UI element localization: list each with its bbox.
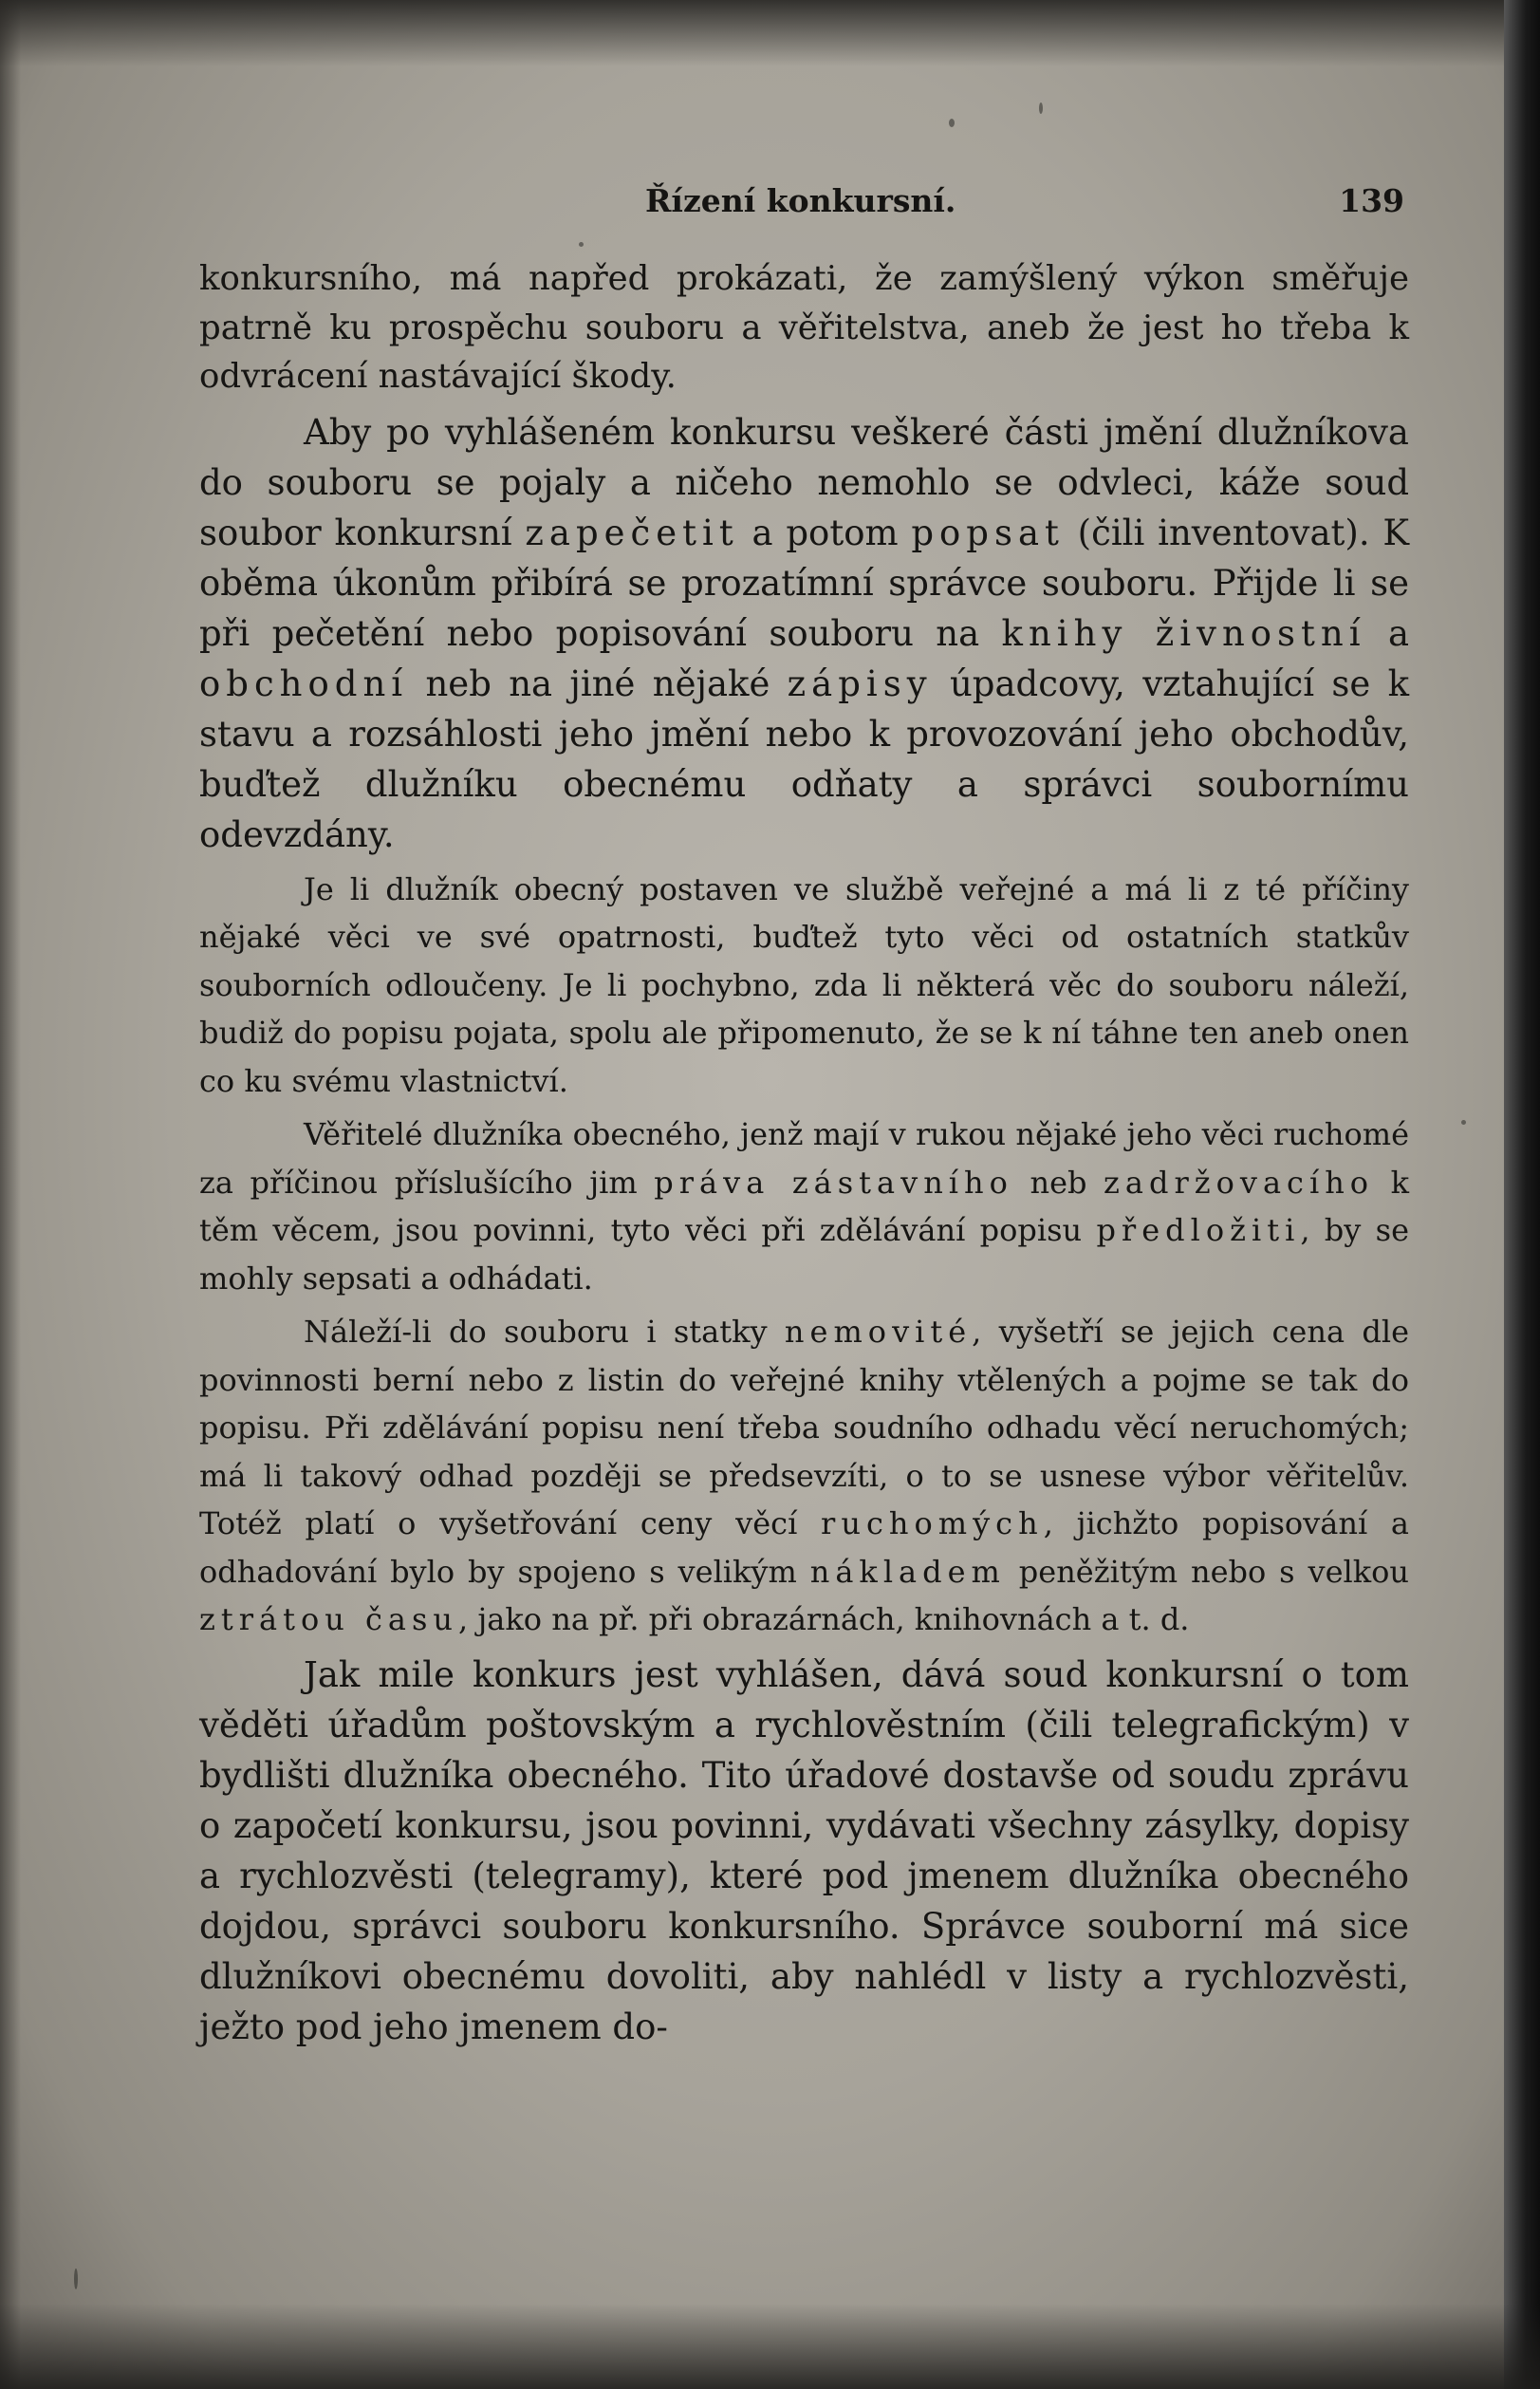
text-run: Věřitelé dlužníka obecného, jenž mají v rukou nějaké jeho věci ruchomé za příčinou příslušícího jim [199,1116,1409,1201]
emphasized-text: obchodní [199,663,409,704]
page-shadow-top [0,0,1540,66]
emphasized-text: ztrátou času [199,1601,459,1637]
text-run: , vyšetří se jejich cena dle povinnosti berní nebo z listin do veřejné knihy vtělených a pojme se tak do popisu. Při zdělávání popisu není třeba soudního odhadu věcí neruchomých; má li takový odhad později se předsevzíti, o to se usnese výbor věřitelův. Totéž platí o vyšetřování ceny věcí [199,1314,1410,1541]
text-run: neb na jiné nějaké [408,663,788,704]
paragraph [199,866,1409,1106]
paragraph [199,1308,1409,1644]
emphasized-text: zadržovacího [1104,1164,1375,1201]
emphasized-text: zápisy [787,663,933,704]
emphasized-text: předložiti [1096,1212,1301,1248]
text-run: Náleží-li do souboru i statky [304,1314,785,1350]
text-run: , jako na př. při obrazárnách, knihovnách a t. d. [458,1601,1190,1637]
print-speck [1461,1120,1466,1125]
body-text [199,254,1409,2058]
paragraph [199,1650,1409,2052]
emphasized-text: práva zástavního [654,1164,1013,1201]
text-run: konkursního, má napřed prokázati, že zamýšlený výkon směřuje patrně ku prospěchu souboru a věřitelstva, aneb že jest ho třeba k odvrácení nastávající škody. [199,259,1409,396]
print-speck [949,119,955,127]
text-run: peněžitým nebo s velkou [1005,1553,1409,1590]
print-speck [579,242,584,247]
text-run: Jak mile konkurs jest vyhlášen, dává soud konkursní o tom věděti úřadům poštovským a rychlověstním (čili telegrafickým) v bydlišti dlužníka obecného. Tito úřadové dostavše od soudu zprávu o započetí konkursu, jsou povinni, vydávati všechny zásylky, dopisy a rychlozvěsti (telegramy), které pod jmenem dlužníka obecného dojdou, správci souboru konkursního. Správce souborní má sice dlužníkovi obecnému dovoliti, aby nahlédl v listy a rychlozvěsti, ježto pod jeho jmenem do- [199,1653,1409,2047]
print-speck [1039,103,1043,114]
text-run: neb [1012,1164,1104,1201]
print-speck [74,2268,78,2289]
emphasized-text: ruchomých [821,1505,1044,1541]
page-shadow-bottom [0,2304,1540,2389]
paragraph [199,254,1409,401]
emphasized-text: nemovité [784,1314,973,1350]
paragraph [199,407,1409,860]
text-run: a potom [738,512,912,553]
text-run: , jichžto popisování a odhadování bylo by spojeno s velikým [199,1505,1410,1590]
paragraph [199,1111,1409,1302]
text-run: (čili inventovat). K oběma úkonům přibírá se prozatímní správce souboru. Přijde li se při pečetění nebo popisování souboru na [199,512,1409,654]
text-run: Aby po vyhlášeném konkursu veškeré části jmění dlužníkova do souboru se pojaly a ničeho nemohlo se odvleci, káže soud soubor konkursní [199,411,1409,553]
text-run: a [1365,612,1409,654]
text-run: úpadcovy, vztahující se k stavu a rozsáhlosti jeho jmění nebo k provozování jeho obchodův, buďtež dlužníku obecnému odňaty a správci soubornímu odevzdány. [199,663,1409,855]
page-shadow-left [0,0,21,2389]
page-binding-edge [1504,0,1540,2389]
emphasized-text: nákladem [809,1553,1006,1590]
text-run: Je li dlužník obecný postaven ve službě veřejné a má li z té příčiny nějaké věci ve své opatrnosti, buďtež tyto věci od ostatních statkův souborních odloučeny. Je li pochybno, zda li některá věc do souboru náleží, budiž do popisu pojata, spolu ale připomenuto, že se k ní táhne ten aneb onen co ku svému vlastnictví. [199,870,1409,1099]
text-run: , by se mohly sepsati a odhádati. [199,1212,1410,1297]
page-number: 139 [1339,182,1404,219]
running-title: Řízení konkursní. [645,182,956,219]
running-header [645,182,1404,224]
emphasized-text: knihy živnostní [1001,612,1366,654]
emphasized-text: popsat [911,512,1065,553]
emphasized-text: zapečetit [525,512,739,553]
text-run: k těm věcem, jsou povinni, tyto věci při zdělávání popisu [199,1164,1409,1248]
